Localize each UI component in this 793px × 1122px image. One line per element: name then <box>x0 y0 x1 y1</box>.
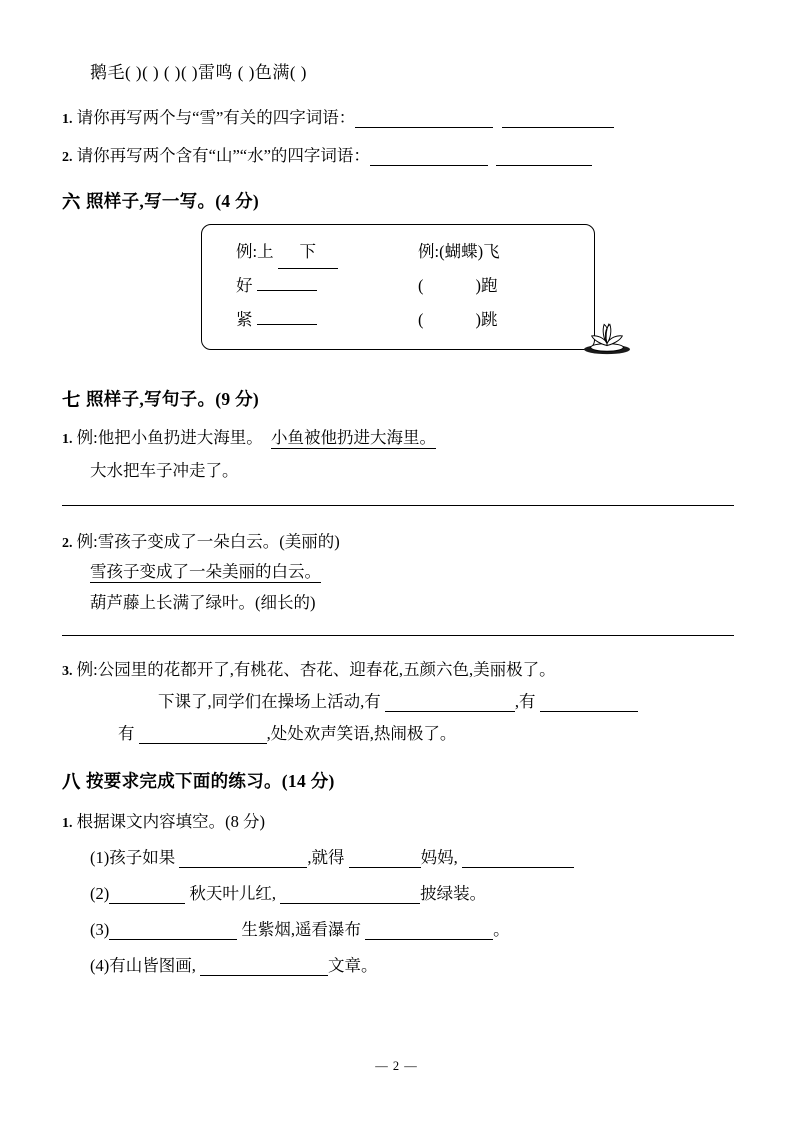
item-label: (1) <box>90 847 110 867</box>
item-text: 秋天叶儿红, <box>189 883 276 903</box>
section-title: 照样子,写一写。(4 分) <box>86 191 260 211</box>
section-number: 七 <box>62 389 80 410</box>
prompt-sentence: 大水把车子冲走了。 <box>90 460 239 480</box>
question-number: 1. <box>62 111 73 127</box>
paren-tail: )跳 <box>475 310 498 330</box>
section-six-heading <box>62 188 734 214</box>
question-7-3-fill-1 <box>62 688 734 712</box>
box-row <box>202 303 594 337</box>
example-answer: 小鱼被他扔进大海里。 <box>271 424 436 449</box>
box-cell-right <box>418 269 588 303</box>
prompt-char: 紧 <box>236 310 253 330</box>
answer-blank[interactable] <box>179 850 307 868</box>
question-8-1-item-2 <box>62 880 734 904</box>
answer-blank[interactable] <box>139 726 267 744</box>
question-text: 请你再写两个与“雪”有关的四字词语： <box>76 107 356 127</box>
question-7-1-prompt <box>62 457 734 481</box>
item-text: 妈妈, <box>420 847 458 867</box>
fill-text: 下课了,同学们在操场上活动,有 <box>158 691 381 711</box>
box-cell-left <box>236 235 418 270</box>
answer-blank[interactable] <box>200 958 328 976</box>
example-answer: 下 <box>278 235 338 270</box>
item-text: ,就得 <box>307 847 345 867</box>
item-text: 有山皆图画, <box>109 955 196 975</box>
page-content <box>62 60 734 976</box>
section-six-box <box>201 224 595 350</box>
fill-text: 有 <box>118 723 135 743</box>
answer-blank[interactable] <box>365 922 493 940</box>
item-label: (3) <box>90 919 110 939</box>
answer-line[interactable] <box>62 505 734 506</box>
section-seven-heading <box>62 386 734 412</box>
answer-line[interactable] <box>62 635 734 636</box>
answer-blank[interactable] <box>109 922 237 940</box>
question-number: 1. <box>62 815 73 831</box>
prompt-sentence: 葫芦藤上长满了绿叶。(细长的) <box>90 592 316 612</box>
example-prefix: 例:公园里的花都开了,有桃花、杏花、迎春花,五颜六色,美丽极了。 <box>76 659 556 679</box>
question-number: 3. <box>62 663 73 679</box>
box-cell-right <box>418 303 588 337</box>
example-prefix: 例:雪孩子变成了一朵白云。(美丽的) <box>76 531 340 551</box>
example-word: 蝴蝶 <box>444 241 478 261</box>
paren-open: ( <box>418 310 424 330</box>
question-number: 2. <box>62 535 73 551</box>
example-label: 例:( <box>418 241 445 261</box>
paren-tail: )跑 <box>475 276 498 296</box>
question-7-1 <box>62 424 734 449</box>
answer-blank[interactable] <box>385 694 515 712</box>
item-text: 披绿装。 <box>420 883 487 903</box>
page-footer: — 2 — <box>375 1059 418 1073</box>
section-number: 八 <box>62 771 80 792</box>
box-row <box>202 235 594 270</box>
question-7-2-prompt <box>62 589 734 613</box>
question-8-1-item-4 <box>62 952 734 976</box>
box-cell-right <box>418 235 588 270</box>
question-number: 2. <box>62 149 73 165</box>
question-text: 请你再写两个含有“山”“水”的四字词语： <box>76 145 370 165</box>
example-label: 例:上 <box>236 241 274 261</box>
section-title: 按要求完成下面的练习。(14 分) <box>86 771 335 792</box>
question-8-1-item-3 <box>62 916 734 940</box>
item-text: 孩子如果 <box>109 847 176 867</box>
answer-blank[interactable] <box>502 109 614 127</box>
example-prefix: 例:他把小鱼扔进大海里。 <box>76 427 263 447</box>
question-5-2 <box>62 142 734 166</box>
answer-blank[interactable] <box>257 290 317 291</box>
answer-blank[interactable] <box>496 147 592 165</box>
section-eight-heading <box>62 768 734 794</box>
answer-blank[interactable] <box>280 886 420 904</box>
box-cell-left <box>236 269 418 303</box>
question-7-2-example-answer <box>62 558 734 583</box>
example-answer: 雪孩子变成了一朵美丽的白云。 <box>90 558 321 583</box>
answer-blank[interactable] <box>540 694 638 712</box>
question-number: 1. <box>62 431 73 447</box>
section-title: 照样子,写句子。(9 分) <box>86 389 260 410</box>
item-label: (4) <box>90 955 110 975</box>
answer-blank[interactable] <box>370 147 488 165</box>
answer-blank[interactable] <box>109 886 185 904</box>
item-text: 。 <box>493 919 510 939</box>
fill-text: ,处处欢声笑语,热闹极了。 <box>266 723 457 743</box>
example-tail: )飞 <box>477 241 500 261</box>
question-text: 根据课文内容填空。(8 分) <box>76 811 265 831</box>
question-8-1-item-1 <box>62 844 734 868</box>
lotus-flower-icon <box>578 311 636 357</box>
item-text: 文章。 <box>328 955 378 975</box>
fill-text: ,有 <box>514 691 536 711</box>
answer-blank[interactable] <box>355 109 493 127</box>
paren-open: ( <box>418 276 424 296</box>
question-7-2 <box>62 528 734 552</box>
item-label: (2) <box>90 883 110 903</box>
prompt-char: 好 <box>236 276 253 296</box>
answer-blank[interactable] <box>257 324 317 325</box>
box-cell-left <box>236 303 418 337</box>
answer-blank[interactable] <box>462 850 574 868</box>
item-text: 生紫烟,遥看瀑布 <box>241 919 361 939</box>
question-8-1 <box>62 808 734 832</box>
answer-blank[interactable] <box>349 850 421 868</box>
question-7-3 <box>62 656 734 680</box>
section-number: 六 <box>62 191 80 212</box>
box-row <box>202 269 594 303</box>
question-5-1 <box>62 104 734 128</box>
top-exercise-line: 鹅毛( )( ) ( )( )雷鸣 ( )色满( ) <box>90 63 307 82</box>
question-7-3-fill-2 <box>62 720 734 744</box>
